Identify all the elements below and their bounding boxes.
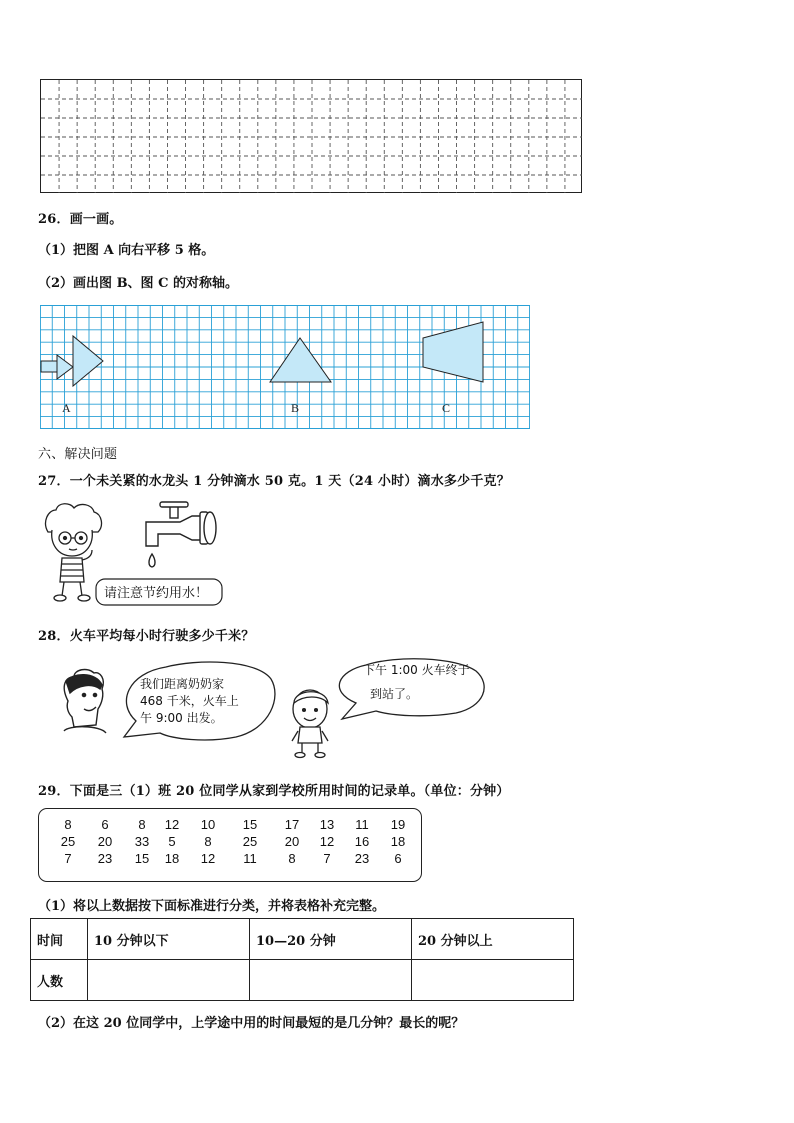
data-cell: 8 <box>138 817 146 832</box>
answer-cell-under-10[interactable] <box>88 960 250 1001</box>
data-row <box>39 817 421 833</box>
smiling-boy-icon <box>292 690 328 758</box>
data-cell: 13 <box>319 817 335 832</box>
left-bubble-line-1: 我们距离奶奶家 <box>140 677 225 691</box>
time-record-box <box>38 808 422 882</box>
table-header-cell: 20 分钟以上 <box>412 919 574 960</box>
data-cell: 19 <box>390 817 406 832</box>
data-cell: 8 <box>204 834 212 849</box>
question-27-title: 27．一个未关紧的水龙头 1 分钟滴水 50 克。1 天（24 小时）滴水多少千克？ <box>38 474 510 489</box>
data-cell: 17 <box>284 817 300 832</box>
data-cell: 7 <box>64 851 72 866</box>
left-bubble-line-2: 468 千米，火车上 <box>140 694 239 708</box>
data-cell: 25 <box>60 834 76 849</box>
data-cell: 15 <box>242 817 258 832</box>
table-row <box>31 960 574 1001</box>
drawing-grid-canvas <box>40 305 530 429</box>
data-cell: 18 <box>390 834 406 849</box>
data-cell: 12 <box>319 834 335 849</box>
table-header-cell: 10—20 分钟 <box>250 919 412 960</box>
data-cell: 5 <box>168 834 176 849</box>
question-29-step-2: （2）在这 20 位同学中，上学途中用的时间最短的是几分钟？最长的呢？ <box>38 1016 465 1031</box>
drawing-grid[interactable] <box>40 305 530 429</box>
question-26-title: 26．画一画。 <box>38 212 123 227</box>
data-row <box>39 851 421 867</box>
data-cell: 11 <box>355 817 369 832</box>
figure-c-label: C <box>442 401 451 415</box>
section-6-heading: 六、解决问题 <box>38 447 118 462</box>
question-28-title: 28．火车平均每小时行驶多少千米？ <box>38 629 255 644</box>
boy-with-glasses-icon <box>46 504 102 601</box>
data-cell: 25 <box>242 834 258 849</box>
dripping-faucet-icon <box>146 502 216 567</box>
data-cell: 23 <box>354 851 370 866</box>
data-cell: 20 <box>284 834 300 849</box>
table-row-label: 人数 <box>31 960 88 1001</box>
figure-a-label: A <box>62 401 71 415</box>
question-26-step-1: （1）把图 A 向右平移 5 格。 <box>38 243 215 258</box>
table-header-cell: 时间 <box>31 919 88 960</box>
question-29-title: 29．下面是三（1）班 20 位同学从家到学校所用时间的记录单。（单位：分钟） <box>38 784 510 799</box>
data-cell: 20 <box>97 834 113 849</box>
data-cell: 16 <box>354 834 370 849</box>
data-row <box>39 834 421 850</box>
data-cell: 12 <box>164 817 180 832</box>
data-cell: 15 <box>134 851 150 866</box>
left-bubble-line-3: 午 9:00 出发。 <box>140 711 223 725</box>
data-cell: 23 <box>97 851 113 866</box>
table-header-cell: 10 分钟以下 <box>88 919 250 960</box>
data-cell: 8 <box>288 851 296 866</box>
data-cell: 7 <box>323 851 331 866</box>
answer-writing-grid[interactable] <box>40 79 582 193</box>
data-cell: 6 <box>101 817 109 832</box>
data-cell: 12 <box>200 851 216 866</box>
save-water-sign-text: 请注意节约用水！ <box>104 586 209 601</box>
data-cell: 33 <box>134 834 150 849</box>
data-cell: 11 <box>243 851 257 866</box>
question-26-step-2: （2）画出图 B、图 C 的对称轴。 <box>38 276 238 291</box>
man-face-icon <box>64 670 106 733</box>
right-bubble-line-2: 到站了。 <box>370 687 419 701</box>
answer-cell-10-20[interactable] <box>250 960 412 1001</box>
data-cell: 18 <box>164 851 180 866</box>
answer-cell-over-20[interactable] <box>412 960 574 1001</box>
table-header-row <box>31 919 574 960</box>
data-cell: 6 <box>394 851 402 866</box>
classification-table <box>30 918 574 1001</box>
data-cell: 10 <box>200 817 216 832</box>
figure-b-label: B <box>291 401 300 415</box>
data-cell: 8 <box>64 817 72 832</box>
writing-grid-lines <box>40 79 582 193</box>
right-bubble-line-1: 下午 1:00 火车终于 <box>363 663 470 677</box>
question-29-step-1: （1）将以上数据按下面标准进行分类，并将表格补充完整。 <box>38 899 386 914</box>
